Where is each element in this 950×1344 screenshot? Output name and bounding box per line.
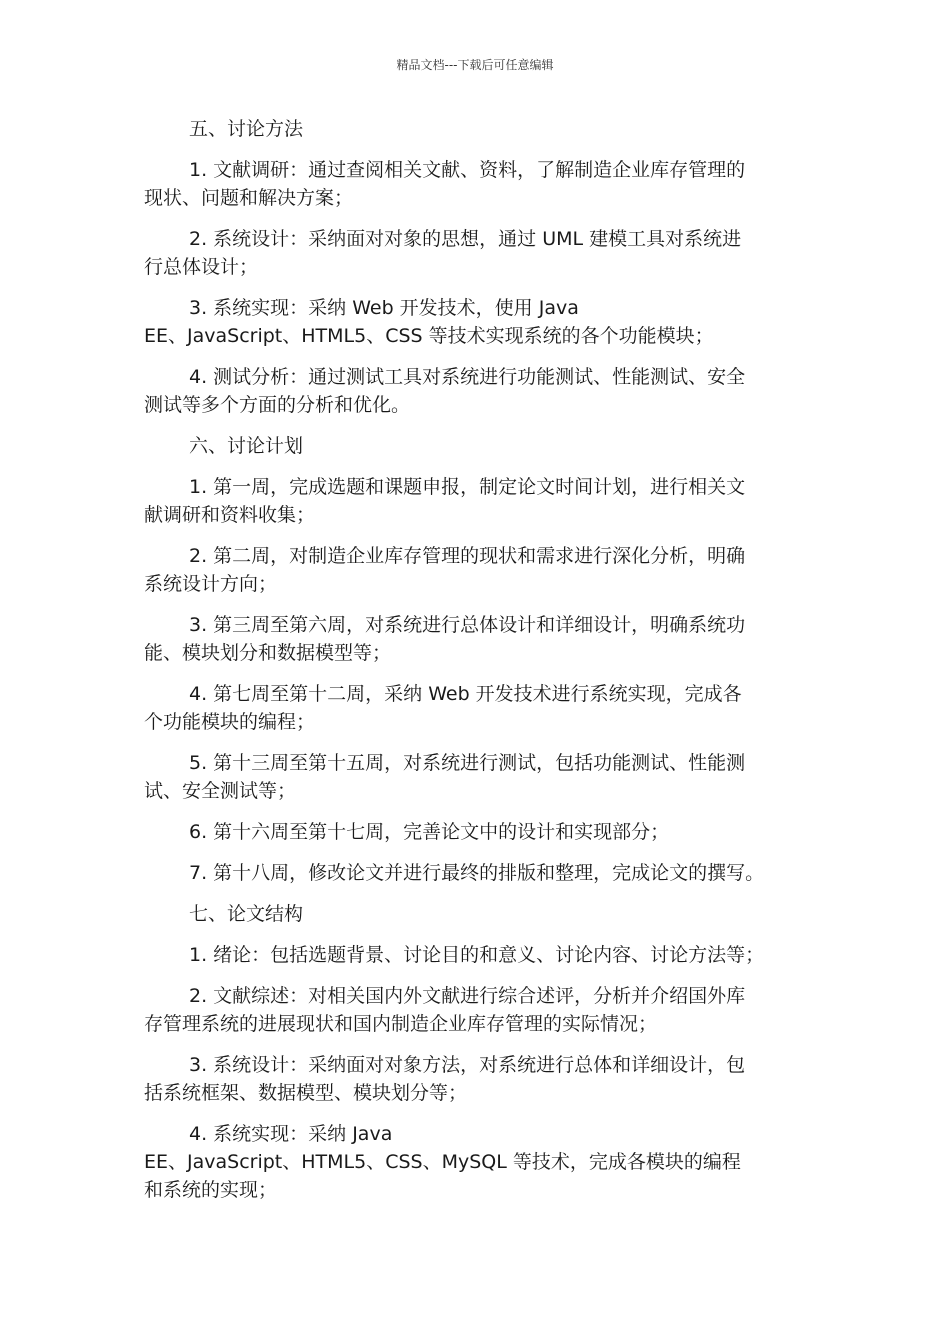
paragraph-line: 1. 第一周，完成选题和课题申报，制定论文时间计划，进行相关文 xyxy=(189,476,746,498)
paragraph-line: 7. 第十八周，修改论文并进行最终的排版和整理，完成论文的撰写。 xyxy=(189,862,765,884)
paragraph-line: 存管理系统的进展现状和国内制造企业库存管理的实际情况； xyxy=(144,1013,658,1035)
paragraph-line: 3. 第三周至第六周，对系统进行总体设计和详细设计，明确系统功 xyxy=(189,614,746,636)
list-item xyxy=(144,982,809,1038)
paragraph-line: 2. 第二周，对制造企业库存管理的现状和需求进行深化分析，明确 xyxy=(189,545,746,567)
page-header: 精品文档---下载后可任意编辑 xyxy=(396,58,554,72)
document-body xyxy=(144,115,809,1217)
paragraph-line: 1. 绪论：包括选题背景、讨论目的和意义、讨论内容、讨论方法等； xyxy=(189,944,765,966)
list-item xyxy=(144,859,809,887)
list-item xyxy=(144,941,809,969)
paragraph-line: EE、JavaScript、HTML5、CSS 等技术实现系统的各个功能模块； xyxy=(144,325,714,347)
paragraph-line: 测试等多个方面的分析和优化。 xyxy=(144,394,411,416)
paragraph-line: 括系统框架、数据模型、模块划分等； xyxy=(144,1082,468,1104)
paragraph-line: 2. 文献综述：对相关国内外文献进行综合述评，分析并介绍国外库 xyxy=(189,985,746,1007)
paragraph-line: 4. 系统实现：采纳 Java xyxy=(189,1123,393,1145)
paragraph-line: 和系统的实现； xyxy=(144,1179,278,1201)
paragraph-line: EE、JavaScript、HTML5、CSS、MySQL 等技术，完成各模块的编程 xyxy=(144,1151,741,1173)
list-item xyxy=(144,363,809,419)
paragraph-line: 3. 系统设计：采纳面对对象方法，对系统进行总体和详细设计，包 xyxy=(189,1054,746,1076)
list-item xyxy=(144,225,809,281)
section-heading: 七、论文结构 xyxy=(189,903,304,925)
paragraph-line: 个功能模块的编程； xyxy=(144,711,316,733)
list-item xyxy=(144,473,809,529)
paragraph-line: 系统设计方向； xyxy=(144,573,278,595)
paragraph-line: 3. 系统实现：采纳 Web 开发技术，使用 Java xyxy=(189,297,579,319)
list-item xyxy=(144,294,809,350)
paragraph-line: 6. 第十六周至第十七周，完善论文中的设计和实现部分； xyxy=(189,821,670,843)
paragraph-line: 行总体设计； xyxy=(144,256,259,278)
list-item xyxy=(144,1051,809,1107)
section-heading: 五、讨论方法 xyxy=(189,118,304,140)
list-item xyxy=(144,611,809,667)
list-item xyxy=(144,818,809,846)
paragraph-line: 试、安全测试等； xyxy=(144,780,297,802)
paragraph-line: 4. 测试分析：通过测试工具对系统进行功能测试、性能测试、安全 xyxy=(189,366,746,388)
list-item xyxy=(144,542,809,598)
paragraph-line: 献调研和资料收集； xyxy=(144,504,316,526)
section-heading: 六、讨论计划 xyxy=(189,435,304,457)
paragraph-line: 现状、问题和解决方案； xyxy=(144,187,354,209)
paragraph-line: 4. 第七周至第十二周，采纳 Web 开发技术进行系统实现，完成各 xyxy=(189,683,742,705)
list-item xyxy=(144,749,809,805)
list-item xyxy=(144,1120,809,1204)
list-item xyxy=(144,680,809,736)
paragraph-line: 5. 第十三周至第十五周，对系统进行测试，包括功能测试、性能测 xyxy=(189,752,746,774)
paragraph-line: 2. 系统设计：采纳面对对象的思想，通过 UML 建模工具对系统进 xyxy=(189,228,742,250)
paragraph-line: 能、模块划分和数据模型等； xyxy=(144,642,392,664)
paragraph-line: 1. 文献调研：通过查阅相关文献、资料，了解制造企业库存管理的 xyxy=(189,159,746,181)
list-item xyxy=(144,156,809,212)
